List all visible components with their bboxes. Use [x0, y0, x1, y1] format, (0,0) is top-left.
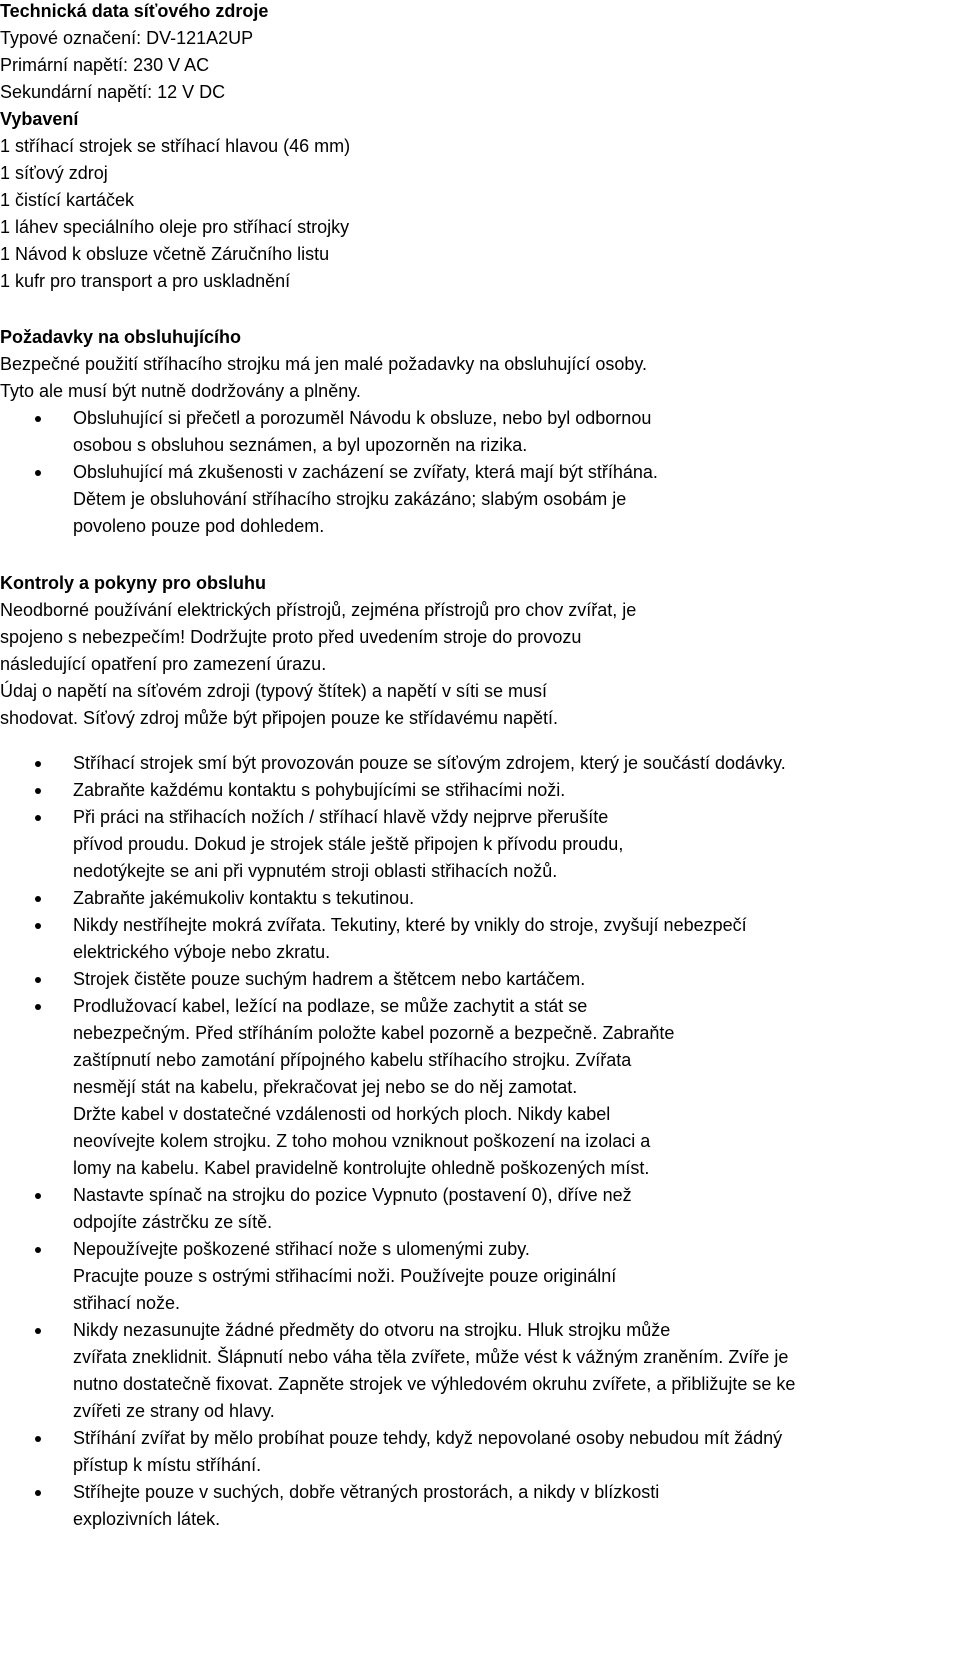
spec-line: Primární napětí: 230 V AC — [0, 55, 210, 75]
list-item-text: Prodlužovací kabel, ležící na podlaze, se může zachytit a stát se — [73, 996, 588, 1016]
paragraph-line: Údaj o napětí na síťovém zdroji (typový štítek) a napětí v síti se musí — [0, 681, 547, 701]
controls-intro — [0, 597, 950, 732]
list-item-text: Při práci na střihacích nožích / stříhací hlavě vždy nejprve přerušíte — [73, 807, 609, 827]
paragraph-line: spojeno s nebezpečím! Dodržujte proto před uvedením stroje do provozu — [0, 627, 582, 647]
list-item — [0, 1317, 950, 1425]
operator-heading: Požadavky na obsluhujícího — [0, 327, 242, 347]
operator-intro — [0, 351, 950, 405]
list-item-text: osobou s obsluhou seznámen, a byl upozorněn na rizika. — [73, 435, 528, 455]
list-item-text: zvířeti ze strany od hlavy. — [73, 1401, 275, 1421]
list-item — [0, 993, 950, 1182]
list-item-text: Nikdy nezasunujte žádné předměty do otvoru na strojku. Hluk strojku může — [73, 1320, 671, 1340]
list-item-text: přívod proudu. Dokud je strojek stále ještě připojen k přívodu proudu, — [73, 834, 624, 854]
list-item-text: Stříhání zvířat by mělo probíhat pouze tehdy, když nepovolané osoby nebudou mít žádný — [73, 1428, 783, 1448]
list-item-text: Dětem je obsluhování stříhacího strojku zakázáno; slabým osobám je — [73, 489, 627, 509]
list-item-text: Držte kabel v dostatečné vzdálenosti od horkých ploch. Nikdy kabel — [73, 1104, 611, 1124]
list-item-text: Nikdy nestříhejte mokrá zvířata. Tekutiny, které by vnikly do stroje, zvyšují nebezpečí — [73, 915, 747, 935]
equipment-item: 1 síťový zdroj — [0, 163, 108, 183]
list-item-text: Pracujte pouze s ostrými střihacími noži. Používejte pouze originální — [73, 1266, 617, 1286]
list-item-text: Zabraňte každému kontaktu s pohybujícími se střihacími noži. — [73, 780, 566, 800]
controls-heading: Kontroly a pokyny pro obsluhu — [0, 573, 267, 593]
equipment-item: 1 Návod k obsluze včetně Záručního listu — [0, 244, 330, 264]
list-item-text: Obsluhující má zkušenosti v zacházení se zvířaty, která mají být stříhána. — [73, 462, 658, 482]
list-item-text: zvířata zneklidnit. Šlápnutí nebo váha těla zvířete, může vést k vážným zraněním. Zvíře je — [73, 1347, 789, 1367]
list-item-text: střihací nože. — [73, 1293, 181, 1313]
operator-section — [0, 324, 950, 540]
list-item-text: Stříhací strojek smí být provozován pouze se síťovým zdrojem, který je součástí dodávky. — [73, 753, 786, 773]
list-item — [0, 405, 950, 459]
equipment-item: 1 láhev speciálního oleje pro stříhací strojky — [0, 217, 350, 237]
paragraph-line: shodovat. Síťový zdroj může být připojen pouze ke střídavému napětí. — [0, 708, 559, 728]
controls-section — [0, 570, 950, 1533]
tech-and-equipment-section — [0, 0, 950, 295]
spacer — [0, 732, 950, 750]
list-item-text: povoleno pouze pod dohledem. — [73, 516, 325, 536]
list-item-text: nebezpečným. Před stříháním položte kabel pozorně a bezpečně. Zabraňte — [73, 1023, 675, 1043]
list-item-text: Stříhejte pouze v suchých, dobře větraných prostorách, a nikdy v blízkosti — [73, 1482, 660, 1502]
equipment-list — [0, 133, 950, 295]
list-item — [0, 459, 950, 540]
spec-line: Typové označení: DV-121A2UP — [0, 28, 254, 48]
list-item-text: zaštípnutí nebo zamotání přípojného kabelu stříhacího strojku. Zvířata — [73, 1050, 632, 1070]
list-item — [0, 777, 950, 804]
list-item — [0, 912, 950, 966]
equipment-item: 1 čistící kartáček — [0, 190, 135, 210]
list-item-text: elektrického výboje nebo zkratu. — [73, 942, 331, 962]
list-item-text: přístup k místu stříhání. — [73, 1455, 262, 1475]
list-item-text: explozivních látek. — [73, 1509, 221, 1529]
equipment-heading: Vybavení — [0, 109, 79, 129]
list-item-text: Strojek čistěte pouze suchým hadrem a štětcem nebo kartáčem. — [73, 969, 586, 989]
controls-bullets — [0, 750, 950, 1533]
list-item-text: nedotýkejte se ani při vypnutém stroji oblasti střihacích nožů. — [73, 861, 558, 881]
list-item-text: lomy na kabelu. Kabel pravidelně kontrolujte ohledně poškozených míst. — [73, 1158, 650, 1178]
list-item — [0, 1479, 950, 1533]
tech-heading: Technická data síťového zdroje — [0, 1, 269, 21]
list-item-text: Nastavte spínač na strojku do pozice Vypnuto (postavení 0), dříve než — [73, 1185, 632, 1205]
list-item-text: odpojíte zástrčku ze sítě. — [73, 1212, 273, 1232]
paragraph-line: Neodborné používání elektrických přístrojů, zejména přístrojů pro chov zvířat, je — [0, 600, 637, 620]
list-item — [0, 966, 950, 993]
list-item-text: nesmějí stát na kabelu, překračovat jej nebo se do něj zamotat. — [73, 1077, 578, 1097]
equipment-item: 1 stříhací strojek se stříhací hlavou (46 mm) — [0, 136, 351, 156]
list-item-text: nutno dostatečně fixovat. Zapněte strojek ve výhledovém okruhu zvířete, a přibližujte se ke — [73, 1374, 796, 1394]
list-item — [0, 1425, 950, 1479]
list-item — [0, 804, 950, 885]
tech-lines — [0, 25, 950, 106]
list-item-text: neovívejte kolem strojku. Z toho mohou vzniknout poškození na izolaci a — [73, 1131, 651, 1151]
list-item-text: Nepoužívejte poškozené střihací nože s ulomenými zuby. — [73, 1239, 530, 1259]
list-item — [0, 750, 950, 777]
list-item — [0, 1182, 950, 1236]
list-item-text: Obsluhující si přečetl a porozuměl Návodu k obsluze, nebo byl odbornou — [73, 408, 652, 428]
list-item — [0, 1236, 950, 1317]
spec-line: Sekundární napětí: 12 V DC — [0, 82, 226, 102]
paragraph-line: Bezpečné použití stříhacího strojku má jen malé požadavky na obsluhující osoby. — [0, 354, 648, 374]
equipment-item: 1 kufr pro transport a pro uskladnění — [0, 271, 291, 291]
list-item-text: Zabraňte jakémukoliv kontaktu s tekutinou. — [73, 888, 415, 908]
paragraph-line: následující opatření pro zamezení úrazu. — [0, 654, 327, 674]
paragraph-line: Tyto ale musí být nutně dodržovány a plněny. — [0, 381, 361, 401]
operator-bullets — [0, 405, 950, 540]
list-item — [0, 885, 950, 912]
